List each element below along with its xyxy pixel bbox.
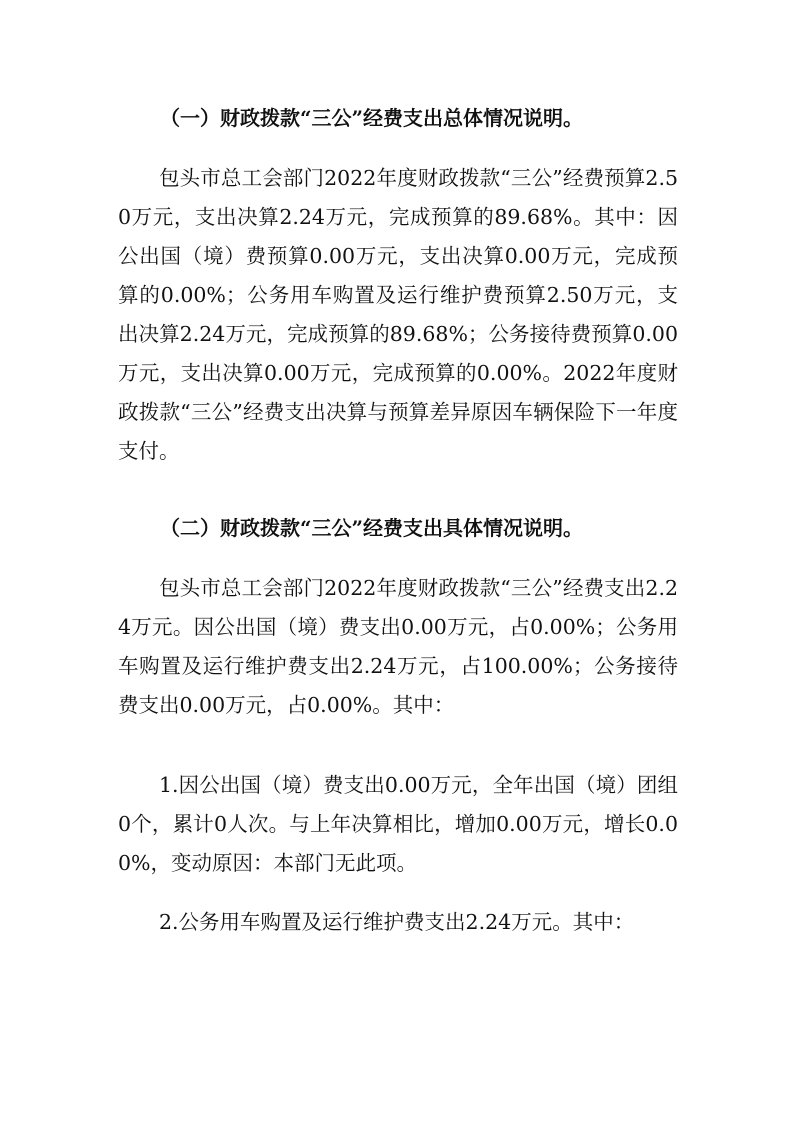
section-2-heading: （二）财政拨款“三公”经费支出具体情况说明。: [160, 516, 584, 540]
section-1-heading: （一）财政拨款“三公”经费支出总体情况说明。: [160, 106, 584, 130]
section-2-paragraph: 包头市总工会部门2022年度财政拨款“三公”经费支出2.24万元。因公出国（境）费支出0.00万元，占0.00%；公务用车购置及运行维护费支出2.24万元，占100.00%；公务接待费支出0.00万元，占0.00%。其中：: [118, 576, 678, 717]
section-2-item-2: 2.公务用车购置及运行维护费支出2.24万元。其中：: [159, 910, 635, 934]
section-2-item-1: 1.因公出国（境）费支出0.00万元，全年出国（境）团组0个，累计0人次。与上年决算相比，增加0.00万元，增长0.00%，变动原因：本部门无此项。: [118, 773, 678, 875]
section-1-paragraph: 包头市总工会部门2022年度财政拨款“三公”经费预算2.50万元，支出决算2.24万元，完成预算的89.68%。其中：因公出国（境）费预算0.00万元，支出决算0.00万元，完成预算的0.00%；公务用车购置及运行维护费预算2.50万元，支出决算2.24万元，完成预算的89.68%；公务接待费预算0.00万元，支出决算0.00万元，完成预算的0.00%。2022年度财政拨款“三公”经费支出决算与预算差异原因车辆保险下一年度支付。: [118, 166, 678, 463]
